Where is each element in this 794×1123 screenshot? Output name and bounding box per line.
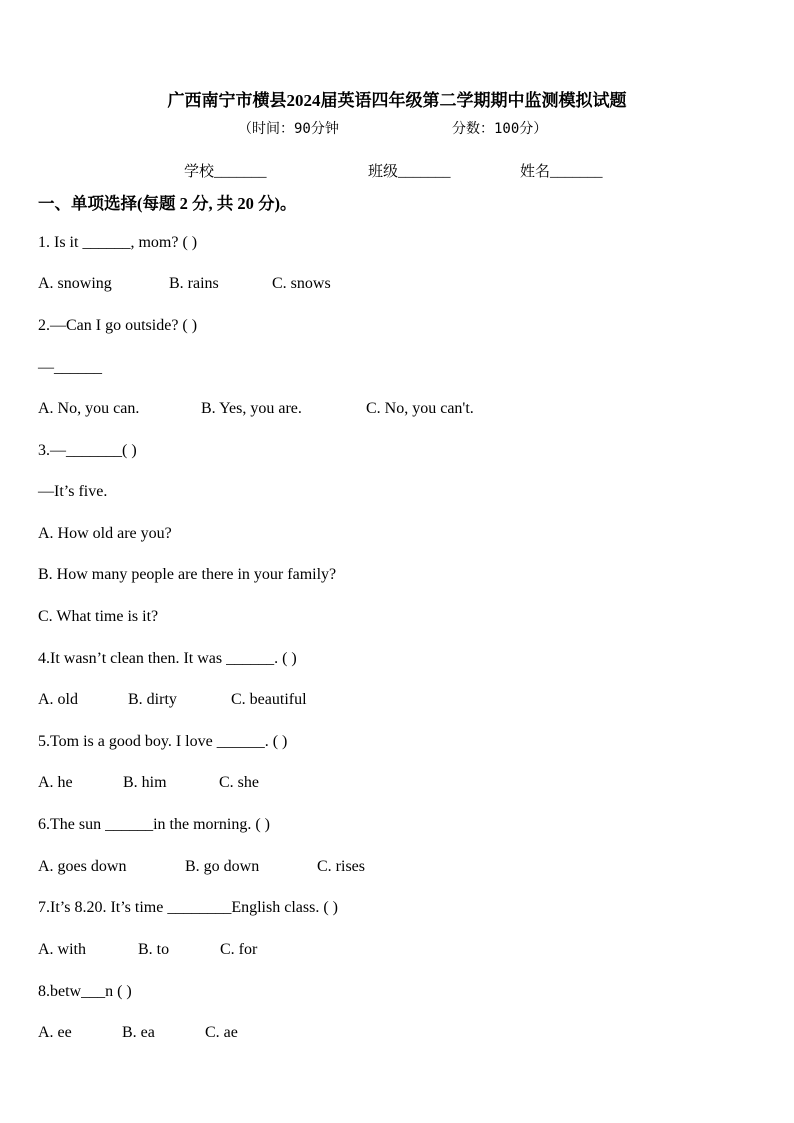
class-field: 班级_______ [368, 164, 451, 180]
question-6-options [38, 858, 738, 878]
question-8-stem: 8.betw___n ( ) [38, 983, 132, 1000]
question-4-options [38, 691, 738, 711]
question-3-reply: —It’s five. [38, 483, 108, 500]
question-3-option-b: B. How many people are there in your family? [38, 566, 337, 583]
option-b: B. rains [169, 275, 219, 292]
option-c: C. No, you can't. [366, 400, 474, 417]
question-1-stem: 1. Is it ______, mom? ( ) [38, 234, 198, 251]
option-c: C. ae [205, 1024, 238, 1041]
question-3-stem: 3.—_______( ) [38, 442, 137, 459]
option-c: C. rises [317, 858, 365, 875]
option-a: A. he [38, 774, 73, 791]
page-title: 广西南宁市横县2024届英语四年级第二学期期中监测模拟试题 [167, 91, 627, 110]
option-b: B. go down [185, 858, 260, 875]
question-2-stem: 2.—Can I go outside? ( ) [38, 317, 198, 334]
option-a: A. old [38, 691, 78, 708]
name-field: 姓名_______ [520, 164, 603, 180]
question-2-answer-blank: —______ [38, 359, 102, 376]
option-c: C. snows [272, 275, 331, 292]
question-7-options [38, 941, 738, 961]
option-b: B. dirty [128, 691, 177, 708]
option-b: B. him [123, 774, 167, 791]
option-b: B. to [138, 941, 170, 958]
question-2-options [38, 400, 738, 420]
option-c: C. for [220, 941, 258, 958]
option-a: A. snowing [38, 275, 112, 292]
question-3-option-a: A. How old are you? [38, 525, 172, 542]
question-8-options [38, 1024, 738, 1044]
question-6-stem: 6.The sun ______in the morning. ( ) [38, 816, 270, 833]
question-7-stem: 7.It’s 8.20. It’s time ________English class. ( ) [38, 899, 338, 916]
question-4-stem: 4.It wasn’t clean then. It was ______. ( ) [38, 650, 297, 667]
question-1-options [38, 275, 738, 295]
question-5-options [38, 774, 738, 794]
option-a: A. ee [38, 1024, 72, 1041]
exam-time: （时间：90分钟 [238, 121, 339, 137]
exam-score: 分数：100分） [452, 121, 548, 137]
option-a: A. No, you can. [38, 400, 140, 417]
section-heading: 一、单项选择(每题 2 分, 共 20 分)。 [38, 194, 297, 213]
option-c: C. beautiful [231, 691, 307, 708]
school-field: 学校_______ [184, 164, 267, 180]
option-c: C. she [219, 774, 259, 791]
option-b: B. Yes, you are. [201, 400, 302, 417]
option-b: B. ea [122, 1024, 155, 1041]
question-5-stem: 5.Tom is a good boy. I love ______. ( ) [38, 733, 288, 750]
option-a: A. with [38, 941, 86, 958]
question-3-option-c: C. What time is it? [38, 608, 159, 625]
option-a: A. goes down [38, 858, 127, 875]
